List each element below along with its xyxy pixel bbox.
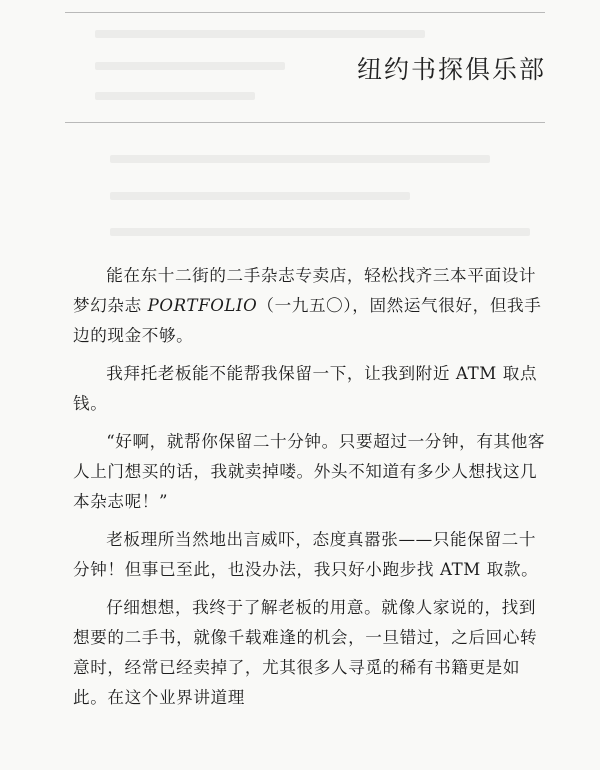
- paragraph: [73, 261, 553, 351]
- paragraph-text: 能在东十二街的二手杂志专卖店，轻松找齐三本平面设计梦幻杂志: [73, 266, 537, 315]
- body-text: [73, 261, 553, 721]
- paragraph: 我拜托老板能不能帮我保留一下，让我到附近 ATM 取点钱。: [73, 364, 538, 413]
- paragraph: 老板理所当然地出言威吓，态度真嚣张——只能保留二十分钟！但事已至此，也没办法，我只好小跑步找 ATM 取款。: [73, 530, 539, 579]
- paragraph: 仔细想想，我终于了解老板的用意。就像人家说的，找到想要的二手书，就像千载难逢的机会，一旦错过，之后回心转意时，经常已经卖掉了，尤其很多人寻觅的稀有书籍更是如此。在这个业界讲道理: [73, 598, 538, 707]
- show-through-mark: [110, 192, 410, 200]
- paragraph-text: （一九五〇），固然运气很好，但我手边的现金不够。: [73, 296, 542, 345]
- magazine-title: PORTFOLIO: [147, 296, 258, 315]
- paragraph: “好啊，就帮你保留二十分钟。只要超过一分钟，有其他客人上门想买的话，我就卖掉喽。外头不知道有多少人想找这几本杂志呢！”: [73, 432, 546, 511]
- show-through-mark: [110, 228, 530, 236]
- show-through-mark: [95, 30, 425, 38]
- header-rule-top: [65, 12, 545, 13]
- show-through-mark: [95, 62, 285, 70]
- running-header-title: 纽约书探俱乐部: [356, 55, 546, 84]
- show-through-mark: [95, 92, 255, 100]
- show-through-mark: [110, 155, 490, 163]
- header-rule-bottom: [65, 122, 545, 123]
